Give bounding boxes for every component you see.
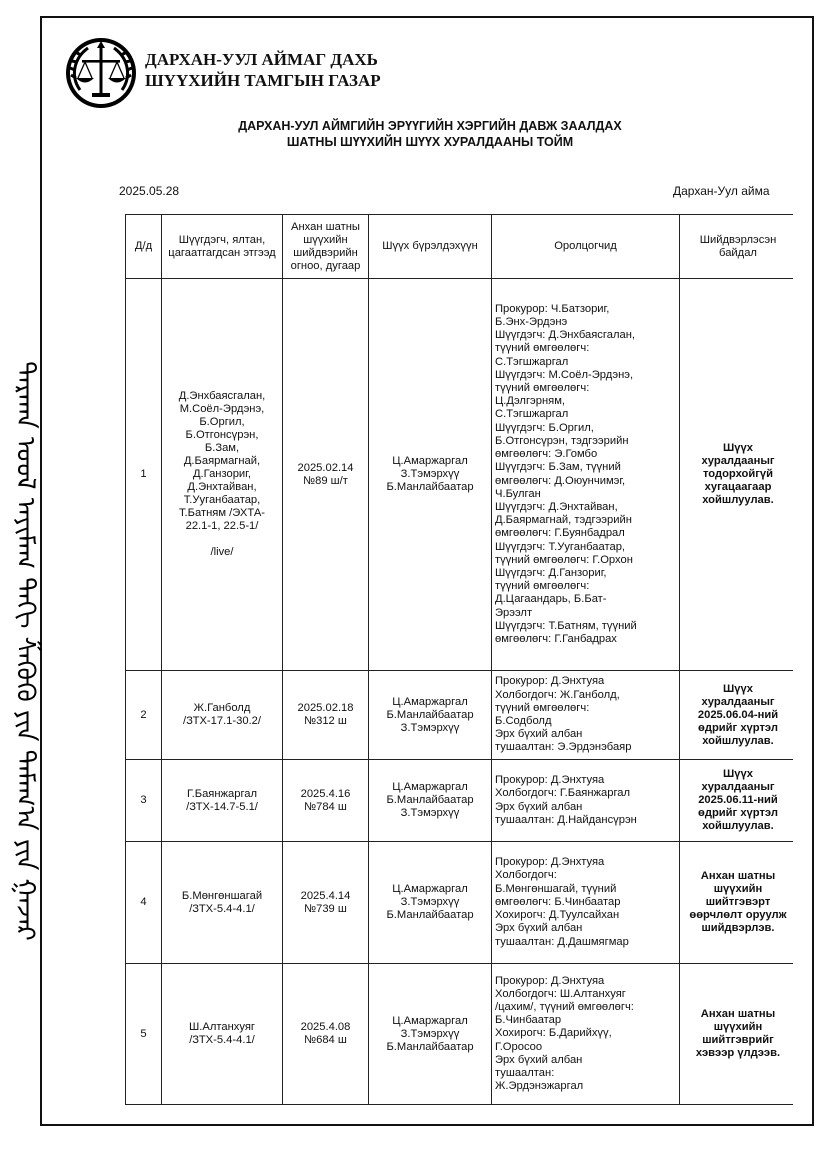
panel-cell <box>369 279 492 671</box>
decision-cell-line: өөрчлөлт оруулж <box>689 909 787 921</box>
decision-cell-line: шийдвэрлэв. <box>701 922 775 934</box>
panel-cell <box>369 760 492 842</box>
decision-cell-line: Анхан шатны <box>700 1008 776 1020</box>
defendant-cell-line: Д.Энхбаясгалан, <box>178 390 266 402</box>
defendant-cell-line: Б.Отгонсүрэн, <box>185 429 259 441</box>
decision-cell-line: шийтгэвэрт <box>705 896 771 908</box>
defendant-cell <box>162 842 283 964</box>
defendant-cell-line <box>165 533 279 546</box>
vertical-mongolian-script <box>10 216 46 1086</box>
participants-cell-line: түүний өмгөөлөгч: Г.Орхон <box>495 553 633 566</box>
defendant-cell-line: Б.Мөнгөншагай <box>181 889 263 902</box>
decision-cell <box>680 671 797 760</box>
defendant-cell-line: Т.Ууганбаатар, <box>183 494 261 506</box>
participants-cell-line: Ц.Дэлгэрням, <box>495 395 565 408</box>
first-instance-cell <box>283 671 369 760</box>
col-header-number: Д/д <box>126 215 162 279</box>
decision-cell-line: хуралдааныг <box>701 455 775 467</box>
participants-cell-line: өмгөөлөгч: Г.Буянбадрал <box>495 527 625 540</box>
panel-cell <box>369 964 492 1105</box>
hearing-table <box>125 214 797 1105</box>
participants-cell-line: Шүүгдэгч: М.Соёл-Эрдэнэ, <box>495 368 634 381</box>
table-row <box>126 964 797 1105</box>
row-number: 5 <box>126 964 162 1105</box>
panel-cell-line: З.Тэмэрхүү <box>400 896 460 908</box>
participants-cell-line: Шүүгдэгч: Д.Энхтайван, <box>495 500 618 513</box>
col-header-panel: Шүүх бүрэлдэхүүн <box>369 215 492 279</box>
first-instance-cell-line: №312 ш <box>304 715 347 727</box>
participants-cell-line: Прокурор: Д.Энхтуяа <box>495 974 605 987</box>
participants-cell-line: Шүүгдэгч: Б.Оргил, <box>495 421 594 434</box>
first-instance-cell <box>283 760 369 842</box>
decision-cell-line: Шүүх <box>723 682 753 695</box>
participants-cell-line: өмгөөлөгч: Д.Оюунчимэг, <box>495 474 626 487</box>
participants-cell-line: өмгөөлөгч: Э.Гомбо <box>495 448 598 461</box>
defendant-cell-line: Т.Батням /ЭХТА- <box>178 507 266 519</box>
table-row <box>126 671 797 760</box>
participants-cell-line: Г.Оросоо <box>495 1040 543 1053</box>
decision-cell-line: 2025.06.04-ний <box>697 708 779 721</box>
participants-cell-line: тушаалтан: Д.Дашмягмар <box>495 935 629 948</box>
panel-cell-line: Б.Манлайбаатар <box>386 909 474 921</box>
row-number: 2 <box>126 671 162 760</box>
defendant-cell-line: Д.Энхтайван, <box>187 481 257 493</box>
decision-cell-line: өдрийг хүртэл <box>698 807 778 819</box>
defendant-cell-line: Ш.Алтанхуяг <box>189 1021 255 1033</box>
participants-cell-line: /цахим/, түүний өмгөөлөгч: <box>495 1000 634 1013</box>
first-instance-cell-line: 2025.4.16 <box>300 787 351 800</box>
first-instance-cell <box>283 279 369 671</box>
panel-cell-line: З.Тэмэрхүү <box>400 1027 460 1040</box>
decision-cell-line: Шүүх <box>723 442 753 454</box>
participants-cell-line: Эрх бүхий албан <box>495 1053 583 1066</box>
participants-cell-line: Шүүгдэгч: Б.Зам, түүний <box>495 461 621 474</box>
participants-cell <box>492 760 680 842</box>
defendant-cell-line: Г.Баянжаргал <box>186 787 258 800</box>
participants-cell-line: Д.Цагаандарь, Б.Бат- <box>495 593 607 606</box>
decision-cell <box>680 842 797 964</box>
defendant-cell <box>162 671 283 760</box>
first-instance-cell-line: №739 ш <box>304 902 347 915</box>
participants-cell-line: тушаалтан: Д.Найдансүрэн <box>495 813 637 826</box>
panel-cell-line: Ц.Амаржаргал <box>392 695 468 708</box>
defendant-cell-line: /ЗТХ-17.1-30.2/ <box>182 715 262 727</box>
first-instance-cell-line: 2025.02.14 <box>297 461 354 474</box>
participants-cell-line: өмгөөлөгч: Г.Ганбадрах <box>495 632 617 645</box>
col-header-participants: Оролцогчид <box>492 215 680 279</box>
defendant-cell-line: /live/ <box>210 546 234 558</box>
defendant-cell-line: Б.Зам, <box>204 442 240 454</box>
document-title <box>160 118 700 150</box>
defendant-cell-line: /ЗТХ-5.4-4.1/ <box>189 902 255 915</box>
panel-cell-line: Б.Манлайбаатар <box>386 1040 474 1053</box>
decision-cell <box>680 760 797 842</box>
org-name-line1: ДАРХАН-УУЛ АЙМАГ ДАХЬ <box>145 50 378 69</box>
panel-cell-line: Ц.Амаржаргал <box>392 883 468 895</box>
org-name-line2: ШҮҮХИЙН ТАМГЫН ГАЗАР <box>145 71 381 90</box>
participants-cell-line: Б.Отгонсүрэн, тэдгээрийн <box>495 434 629 447</box>
first-instance-cell-line: №89 ш/т <box>303 474 348 487</box>
decision-cell-line: шийтгэврийг <box>702 1034 774 1046</box>
defendant-cell-line: /ЗТХ-14.7-5.1/ <box>186 800 258 813</box>
defendant-cell <box>162 760 283 842</box>
participants-cell-line: С.Тэгшжаргал <box>495 408 569 421</box>
defendant-cell <box>162 964 283 1105</box>
participants-cell-line: түүний өмгөөлөгч: <box>495 342 590 355</box>
decision-cell-line: хойшлуулав. <box>702 494 774 506</box>
first-instance-cell <box>283 842 369 964</box>
participants-cell-line: Ж.Эрдэнэжаргал <box>495 1080 584 1093</box>
defendant-cell-line: Б.Оргил, <box>199 416 245 428</box>
first-instance-cell-line: 2025.4.08 <box>300 1021 351 1033</box>
decision-cell-line: хугацаагаар <box>704 481 772 493</box>
participants-cell-line: Эрх бүхий албан <box>495 922 583 935</box>
decision-cell-line: 2025.06.11-ний <box>698 794 778 806</box>
decision-cell-line: хойшлуулав. <box>702 734 774 747</box>
document-place: Дархан-Уул айма <box>673 184 770 198</box>
panel-cell-line: З.Тэмэрхүү <box>400 468 460 480</box>
participants-cell-line: Шүүгдэгч: Т.Ууганбаатар, <box>495 540 626 553</box>
row-number: 4 <box>126 842 162 964</box>
participants-cell-line: Прокурор: Д.Энхтуяа <box>495 675 605 688</box>
decision-cell-line: өдрийг хүртэл <box>698 721 778 734</box>
participants-cell-line: Шүүгдэгч: Т.Батням, түүний <box>495 619 637 632</box>
document-date: 2025.05.28 <box>119 184 180 198</box>
participants-cell-line: Холбогдогч: Г.Баянжаргал <box>495 787 631 800</box>
decision-cell-line: Анхан шатны <box>700 870 776 882</box>
vertical-script-text: ᠳᠠᠷᠬᠠᠨ ᠤᠤᠯ ᠠᠶᠢᠮᠠᠭ ᠳᠠᠬᠢ ᠱᠡᠭᠦᠬᠦ ᠶᠢᠨ ᠲᠠᠮᠠᠭ᠎ᠠ ᠶᠢᠨ ᠭᠠᠵᠠᠷ <box>10 361 40 941</box>
participants-cell-line: Эрээлт <box>495 606 533 619</box>
organization-name <box>145 49 381 91</box>
participants-cell <box>492 964 680 1105</box>
decision-cell-line: тодорхойгүй <box>702 468 774 480</box>
first-instance-cell <box>283 964 369 1105</box>
participants-cell-line: Холбогдогч: <box>495 869 557 882</box>
page-right-margin <box>793 214 799 1114</box>
panel-cell-line: Ц.Амаржаргал <box>392 781 468 793</box>
defendant-cell-line: /ЗТХ-5.4-4.1/ <box>189 1034 255 1046</box>
participants-cell-line: түүний өмгөөлөгч: <box>495 382 590 395</box>
panel-cell <box>369 671 492 760</box>
participants-cell-line: Ч.Булган <box>495 487 541 500</box>
defendant-cell-line: Ж.Ганболд <box>193 702 251 714</box>
table-row <box>126 842 797 964</box>
panel-cell-line: Ц.Амаржаргал <box>392 1014 468 1027</box>
defendant-cell-line: М.Соёл-Эрдэнэ, <box>179 403 265 415</box>
participants-cell <box>492 671 680 760</box>
col-header-first-instance: Анхан шатны шүүхийн шийдвэрийн огноо, дугаар <box>283 215 369 279</box>
panel-cell-line: Ц.Амаржаргал <box>392 455 468 467</box>
decision-cell-line: хэвээр үлдээв. <box>695 1047 781 1059</box>
first-instance-cell-line: 2025.4.14 <box>300 889 351 902</box>
participants-cell-line: Хохирогч: Д.Туулсайхан <box>495 909 620 922</box>
participants-cell-line: Холбогдогч: Ш.Алтанхуяг <box>495 987 626 1000</box>
row-number: 1 <box>126 279 162 671</box>
participants-cell-line: Хохирогч: Б.Дарийхүү, <box>495 1027 612 1040</box>
table-row <box>126 279 797 671</box>
participants-cell <box>492 279 680 671</box>
participants-cell-line: Холбогдогч: Ж.Ганболд, <box>495 688 620 701</box>
participants-cell-line: Б.Энх-Эрдэнэ <box>495 316 568 329</box>
panel-cell-line: Б.Манлайбаатар <box>386 708 474 721</box>
row-number: 3 <box>126 760 162 842</box>
table-body <box>126 279 797 1105</box>
court-emblem-icon <box>64 36 138 110</box>
decision-cell <box>680 964 797 1105</box>
participants-cell-line: С.Тэгшжаргал <box>495 355 569 368</box>
defendant-cell-line: 22.1-1, 22.5-1/ <box>185 520 259 532</box>
panel-cell-line: Б.Манлайбаатар <box>386 794 474 806</box>
col-header-defendant: Шүүгдэгч, ялтан, цагаатгагдсан этгээд <box>162 215 283 279</box>
participants-cell-line: Прокурор: Д.Энхтуяа <box>495 774 605 787</box>
decision-cell-line: шүүхийн <box>713 1021 763 1033</box>
first-instance-cell-line: 2025.02.18 <box>297 702 354 714</box>
decision-cell-line: хойшлуулав. <box>702 820 774 832</box>
decision-cell <box>680 279 797 671</box>
participants-cell-line: Эрх бүхий албан <box>495 728 583 741</box>
participants-cell-line: тушаалтан: <box>495 1067 555 1079</box>
title-line1: ДАРХАН-УУЛ АЙМГИЙН ЭРҮҮГИЙН ХЭРГИЙН ДАВЖ ЗААЛДАХ <box>238 119 622 133</box>
decision-cell-line: Шүүх <box>723 768 753 780</box>
col-header-decision: Шийдвэрлэсэн байдал <box>680 215 797 279</box>
participants-cell-line: Б.Чинбаатар <box>495 1014 562 1027</box>
participants-cell-line: Шүүгдэгч: Д.Энхбаясгалан, <box>495 329 635 342</box>
title-line2: ШАТНЫ ШҮҮХИЙН ШҮҮХ ХУРАЛДААНЫ ТОЙМ <box>286 135 574 149</box>
panel-cell-line: З.Тэмэрхүү <box>400 721 460 734</box>
header-row <box>126 215 797 279</box>
first-instance-cell-line: №784 ш <box>304 800 347 813</box>
participants-cell-line: түүний өмгөөлөгч: <box>495 580 590 593</box>
participants-cell-line: Шүүгдэгч: Д.Ганзориг, <box>495 566 607 579</box>
defendant-cell-line: Д.Ганзориг, <box>192 468 252 480</box>
decision-cell-line: хуралдааныг <box>701 781 775 793</box>
participants-cell-line: тушаалтан: Э.Эрдэнэбаяр <box>495 741 632 754</box>
participants-cell-line: Д.Баярмагнай, тэдгээрийн <box>495 514 632 527</box>
participants-cell <box>492 842 680 964</box>
participants-cell-line: Б.Мөнгөншагай, түүний <box>495 882 617 895</box>
participants-cell-line: Эрх бүхий албан <box>495 800 583 813</box>
decision-cell-line: хуралдааныг <box>701 695 775 708</box>
table-row <box>126 760 797 842</box>
panel-cell-line: Б.Манлайбаатар <box>386 481 474 493</box>
panel-cell-line: З.Тэмэрхүү <box>400 807 460 819</box>
participants-cell-line: өмгөөлөгч: Б.Чинбаатар <box>495 895 621 908</box>
participants-cell-line: Прокурор: Д.Энхтуяа <box>495 856 605 869</box>
participants-cell-line: Прокурор: Ч.Батзориг, <box>495 302 610 315</box>
panel-cell <box>369 842 492 964</box>
participants-cell-line: Б.Содболд <box>495 715 552 727</box>
participants-cell-line: түүний өмгөөлөгч: <box>495 701 590 714</box>
decision-cell-line: шүүхийн <box>713 883 763 895</box>
defendant-cell <box>162 279 283 671</box>
first-instance-cell-line: №684 ш <box>304 1034 347 1046</box>
defendant-cell-line: Д.Баярмагнай, <box>183 455 261 467</box>
